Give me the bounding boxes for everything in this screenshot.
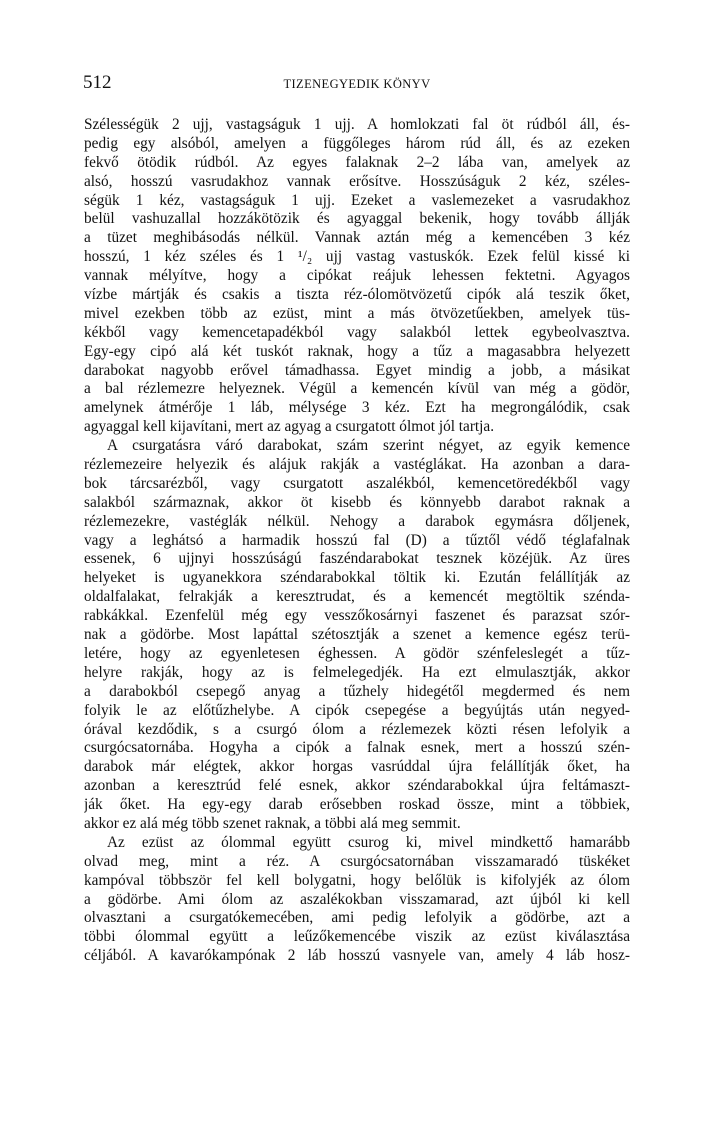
text-line: folyik le az előtűzhelybe. A cipók csepegése a begyújtás után negyed- (84, 701, 630, 719)
text-line: a gödörbe. Ami ólom az aszalékokban visszamarad, azt újból ki kell (84, 890, 630, 908)
text-line: rézlemezekre, vastéglák nélkül. Nehogy a darabok egymásra dőljenek, (84, 512, 630, 530)
page-header (83, 72, 631, 96)
text-line: céljából. A kavarókampónak 2 láb hosszú vasnyele van, amely 4 láb hosz- (84, 947, 630, 965)
text-line: belül vashuzallal hozzákötözik és agyaggal bekenik, hogy tovább állják (84, 210, 630, 228)
text-line: ségük 1 kéz, vastagságuk 1 ujj. Ezeket a vaslemezeket a vasrudakhoz (84, 191, 630, 209)
text-line: darabokat nagyobb erővel támadhassa. Egyet mindig a jobb, a másikat (84, 361, 630, 379)
text-line: olvad meg, mint a réz. A csurgócsatornában visszamaradó tüskéket (84, 852, 630, 870)
text-line: fekvő ötödik rúdból. Az egyes falaknak 2–2 lába van, amelyek az (84, 153, 630, 171)
text-line: a tüzet meghibásodás nélkül. Vannak aztán még a kemencében 3 kéz (84, 229, 630, 247)
text-line: csurgócsatornába. Hogyha a cipók a falnak esnek, mert a hosszú szén- (84, 739, 630, 757)
text-line: a darabokból csepegő anyag a tűzhely hidegétől megdermed és nem (84, 682, 630, 700)
text-line: salakból származnak, akkor öt kisebb és könnyebb darabot raknak a (84, 493, 630, 511)
text-line: vannak mélyítve, hogy a cipókat reájuk lehessen fektetni. Agyagos (84, 267, 630, 285)
text-line: ják őket. Ha egy-egy darab erősebben roskad össze, mint a többiek, (84, 796, 630, 814)
text-line: darabok már elégtek, akkor horgas vasrúddal újra felállítják őket, ha (84, 758, 630, 776)
text-line: helyeket is ugyanekkora széndarabokkal töltik ki. Ezután felállítják az (84, 569, 630, 587)
text-line: rabkákkal. Ezenfelül még egy vesszőkosárnyi faszenet és parazsat szór- (84, 607, 630, 625)
text-line: mivel ezekben több az ezüst, mint a más ötvözetűekben, amelyek tüs- (84, 304, 630, 322)
text-line: akkor ez alá még több szenet raknak, a többi alá meg semmit. (84, 814, 461, 832)
text-line: Az ezüst az ólommal együtt csurog ki, mivel mindkettő hamarább (107, 833, 630, 851)
text-line: helyre rakják, hogy az is felmelegedjék. Ha ezt elmulasztják, akkor (84, 663, 630, 681)
text-line: azonban a keresztrúd felé esnek, akkor széndarabokkal újra feltámaszt- (84, 777, 630, 795)
text-line: A csurgatásra váró darabokat, szám szerint négyet, az egyik kemence (107, 437, 630, 455)
text-line: bok tárcsarézből, vagy csurgatott aszalékból, kemencetöredékből vagy (84, 474, 630, 492)
text-line: amelynek átmérője 1 láb, mélysége 3 kéz. Ezt ha megrongálódik, csak (84, 399, 630, 417)
text-line: essenek, 6 ujjnyi hosszúságú faszéndarabokat tesznek közéjük. Az üres (84, 550, 630, 568)
text-line: vízbe mártják és csakis a tiszta réz-ólomötvözetű cipók alá teszik őket, (84, 286, 630, 304)
running-title: TIZENEGYEDIK KÖNYV (283, 77, 431, 91)
text-line: alsó, hosszú vasrudakhoz vannak erősítve. Hosszúságuk 2 kéz, széles- (84, 172, 630, 190)
text-line: kampóval többször fel kell bolygatni, hogy belőlük is kifolyjék az ólom (84, 871, 630, 889)
text-line: órával kezdődik, s a csurgó ólom a rézlemezek közti résen lefolyik a (84, 720, 630, 738)
text-line: pedig egy alsóból, amelyen a függőleges három rúd áll, és az ezeken (84, 134, 630, 152)
text-line: rézlemezeire helyezik és alájuk rakják a vastéglákat. Ha azonban a dara- (84, 456, 630, 474)
text-line: Szélességük 2 ujj, vastagságuk 1 ujj. A homlokzati fal öt rúdból áll, és- (84, 116, 630, 133)
text-line: letére, hogy az egyenletesen éghessen. A gödör szénfeleslegét a tűz- (84, 644, 630, 662)
text-line: vagy a leghátsó a harmadik hosszú fal (D) a tűztől védő téglafalnak (84, 531, 630, 549)
text-line: oldalfalakat, felrakják a keresztrudat, és a kemencét megtöltik szénda- (84, 588, 630, 606)
text-line: hosszú, 1 kéz széles és 1 ¹/₂ ujj vastag vastuskók. Ezek felül kissé ki (84, 248, 630, 266)
page-number: 512 (83, 72, 112, 93)
text-line: a bal rézlemezre helyeznek. Végül a kemencén kívül van még a gödör, (84, 380, 630, 398)
text-line: agyaggal kell kijavítani, mert az agyag a csurgatott ólmot jól tartja. (84, 418, 495, 436)
text-line: többi ólommal együtt a leűzőkemencébe viszik az ezüst kiválasztása (84, 928, 630, 946)
text-line: kékből vagy kemencetapadékból vagy salakból lettek egybeolvasztva. (84, 323, 630, 341)
text-line: olvasztani a csurgatókemecében, ami pedig lefolyik a gödörbe, azt a (84, 909, 630, 927)
text-line: Egy-egy cipó alá két tuskót raknak, hogy a tűz a magasabbra helyezett (84, 342, 630, 360)
body-text (84, 116, 630, 966)
text-line: nak a gödörbe. Most lapáttal szétosztják a szenet a kemence egész terü- (84, 626, 630, 644)
